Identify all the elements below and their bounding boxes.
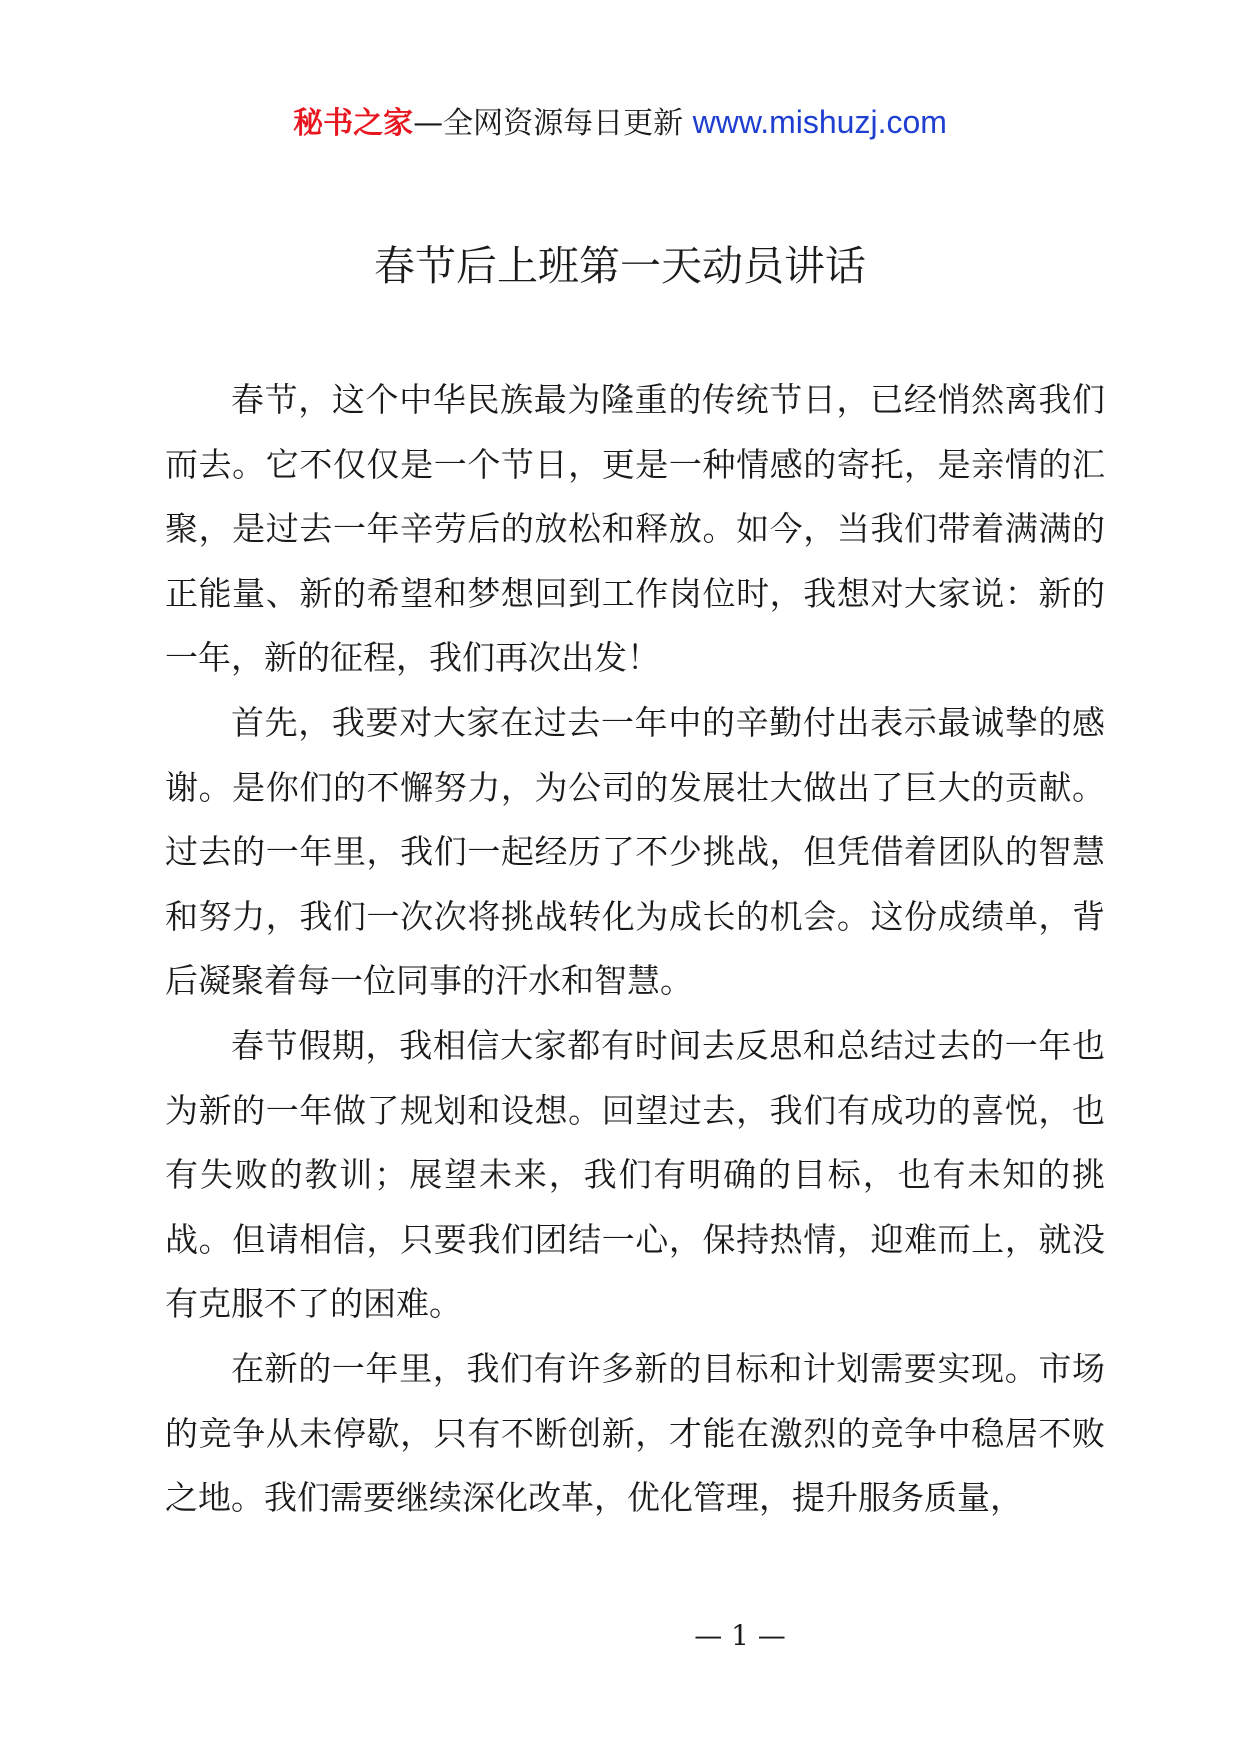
paragraph: 春节，这个中华民族最为隆重的传统节日，已经悄然离我们而去。它不仅仅是一个节日，更是一种情感的寄托，是亲情的汇聚，是过去一年辛劳后的放松和释放。如今，当我们带着满满的正能量、新的希望和梦想回到工作岗位时，我想对大家说：新的一年，新的征程，我们再次出发！ bbox=[165, 380, 1105, 678]
brand-name: 秘书之家 bbox=[293, 106, 414, 141]
paragraph: 春节假期，我相信大家都有时间去反思和总结过去的一年也为新的一年做了规划和设想。回望过去，我们有成功的喜悦，也有失败的教训；展望未来，我们有明确的目标，也有未知的挑战。但请相信，只要我们团结一心，保持热情，迎难而上，就没有克服不了的困难。 bbox=[165, 1025, 1105, 1324]
document-body bbox=[165, 368, 1105, 1531]
site-header bbox=[0, 102, 1240, 144]
document-title: 春节后上班第一天动员讲话 bbox=[374, 242, 866, 290]
header-slogan: —全网资源每日更新 bbox=[413, 106, 693, 141]
paragraph: 首先，我要对大家在过去一年中的辛勤付出表示最诚挚的感谢。是你们的不懈努力，为公司的发展壮大做出了巨大的贡献。过去的一年里，我们一起经历了不少挑战，但凭借着团队的智慧和努力，我们一次次将挑战转化为成长的机会。这份成绩单，背后凝聚着每一位同事的汗水和智慧。 bbox=[165, 702, 1105, 1001]
page-number: — 1 — bbox=[694, 1619, 786, 1652]
paragraph: 在新的一年里，我们有许多新的目标和计划需要实现。市场的竞争从未停歇，只有不断创新，才能在激烈的竞争中稳居不败之地。我们需要继续深化改革，优化管理，提升服务质量， bbox=[165, 1348, 1105, 1518]
site-url: www.mishuzj.com bbox=[692, 104, 947, 140]
